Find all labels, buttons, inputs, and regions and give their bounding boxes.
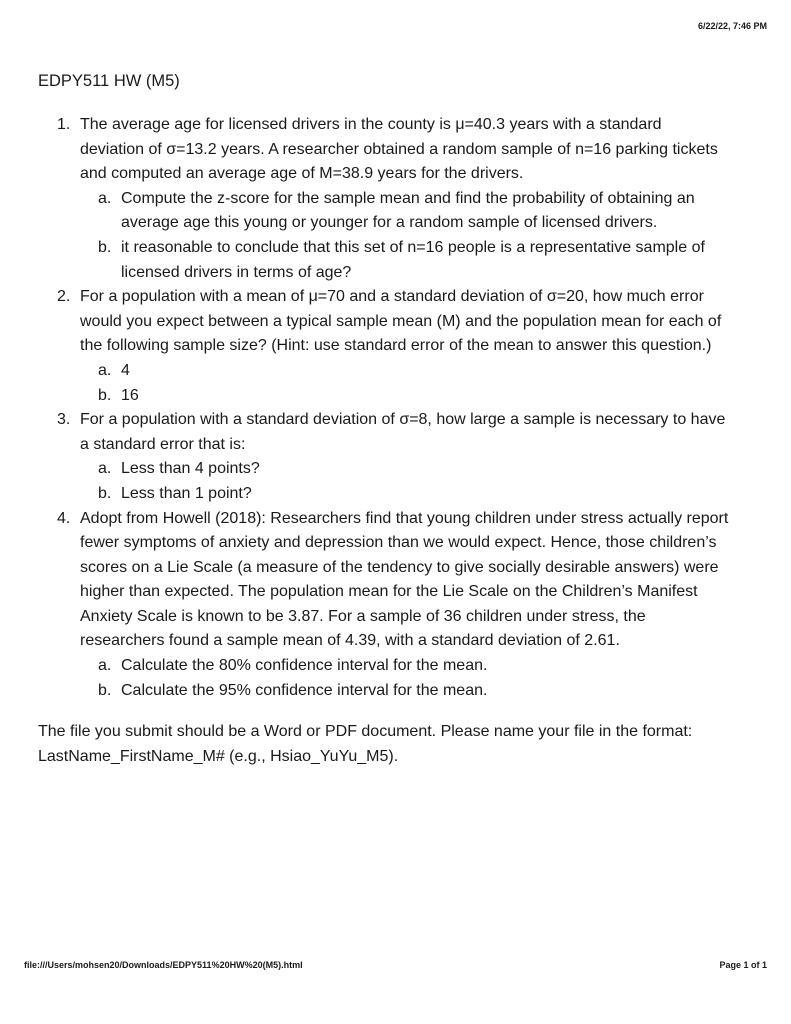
sub-question-item <box>0 679 791 704</box>
sub-question-item-number: b. <box>98 681 112 699</box>
sub-question-item-text <box>121 359 791 384</box>
text-line: and computed an average age of M=38.9 years for the drivers. <box>80 165 524 183</box>
text-line: higher than expected. The population mean for the Lie Scale on the Children’s Manifest <box>80 583 698 601</box>
sub-question-item-text <box>121 679 791 704</box>
question-item-number: 1. <box>57 116 71 133</box>
sub-question-item-number: a. <box>98 189 112 207</box>
question-item-text <box>80 113 791 187</box>
text-line: The file you submit should be a Word or PDF document. Please name your file in the format: <box>38 723 693 741</box>
sub-question-item-number: b. <box>98 484 112 502</box>
sub-question-item <box>0 359 791 384</box>
question-item <box>0 113 791 187</box>
question-item-number: 3. <box>57 411 71 429</box>
text-line: would you expect between a typical sample mean (M) and the population mean for each of <box>80 312 722 330</box>
question-item-number: 4. <box>57 509 71 527</box>
print-timestamp: 6/22/22, 7:46 PM <box>697 21 767 31</box>
question-item-text <box>80 507 791 655</box>
text-line: 16 <box>121 386 139 404</box>
text-line: the following sample size? (Hint: use standard error of the mean to answer this question.) <box>80 337 712 355</box>
footer-file-path: file:///Users/mohsen20/Downloads/EDPY511%20HW%20(M5).html <box>24 960 303 970</box>
text-line: For a population with a standard deviation of σ=8, how large a sample is necessary to have <box>80 411 726 429</box>
text-line: The average age for licensed drivers in the county is μ=40.3 years with a standard <box>80 116 662 133</box>
sub-question-item-text <box>121 457 791 482</box>
text-line: Less than 4 points? <box>121 460 260 478</box>
question-item-number: 2. <box>57 288 71 306</box>
sub-question-item-text <box>121 654 791 679</box>
text-line: Calculate the 95% confidence interval for the mean. <box>121 681 488 699</box>
question-item <box>0 408 791 457</box>
sub-question-item <box>0 654 791 679</box>
question-item-text <box>80 408 791 457</box>
sub-question-item-text <box>121 236 791 285</box>
text-line: deviation of σ=13.2 years. A researcher obtained a random sample of n=16 parking tickets <box>80 140 718 158</box>
sub-question-item-number: a. <box>98 657 112 675</box>
text-line: 4 <box>121 361 130 379</box>
page-title: EDPY511 HW (M5) <box>38 72 180 90</box>
text-line: licensed drivers in terms of age? <box>121 263 352 281</box>
submission-instructions <box>38 720 791 769</box>
sub-question-item <box>0 187 791 236</box>
sub-question-item <box>0 384 791 409</box>
sub-question-item <box>0 457 791 482</box>
sub-question-item-number: b. <box>98 386 112 404</box>
sub-question-item <box>0 482 791 507</box>
sub-question-item-number: a. <box>98 460 112 478</box>
sub-question-item-text <box>121 187 791 236</box>
footer-page-number: Page 1 of 1 <box>719 960 767 970</box>
sub-question-item-number: a. <box>98 361 112 379</box>
text-line: fewer symptoms of anxiety and depression than we would expect. Hence, those children’s <box>80 534 717 552</box>
text-line: Adopt from Howell (2018): Researchers find that young children under stress actually report <box>80 509 729 527</box>
text-line: LastName_FirstName_M# (e.g., Hsiao_YuYu_M5). <box>38 747 399 765</box>
sub-question-item <box>0 236 791 285</box>
text-line: a standard error that is: <box>80 435 246 453</box>
question-item <box>0 285 791 359</box>
question-item <box>0 507 791 655</box>
text-line: Anxiety Scale is known to be 3.87. For a sample of 36 children under stress, the <box>80 607 646 625</box>
sub-question-item-text <box>121 482 791 507</box>
text-line: it reasonable to conclude that this set of n=16 people is a representative sample of <box>121 238 705 256</box>
text-line: Calculate the 80% confidence interval for the mean. <box>121 657 488 675</box>
text-line: average age this young or younger for a random sample of licensed drivers. <box>121 214 658 232</box>
text-line: For a population with a mean of μ=70 and a standard deviation of σ=20, how much error <box>80 288 704 306</box>
text-line: Less than 1 point? <box>121 484 252 502</box>
text-line: Compute the z-score for the sample mean and find the probability of obtaining an <box>121 189 695 207</box>
sub-question-item-text <box>121 384 791 409</box>
question-item-text <box>80 285 791 359</box>
text-line: scores on a Lie Scale (a measure of the tendency to give socially desirable answers) were <box>80 558 719 576</box>
sub-question-item-number: b. <box>98 238 112 256</box>
text-line: researchers found a sample mean of 4.39, with a standard deviation of 2.61. <box>80 632 620 650</box>
question-list <box>0 113 791 769</box>
